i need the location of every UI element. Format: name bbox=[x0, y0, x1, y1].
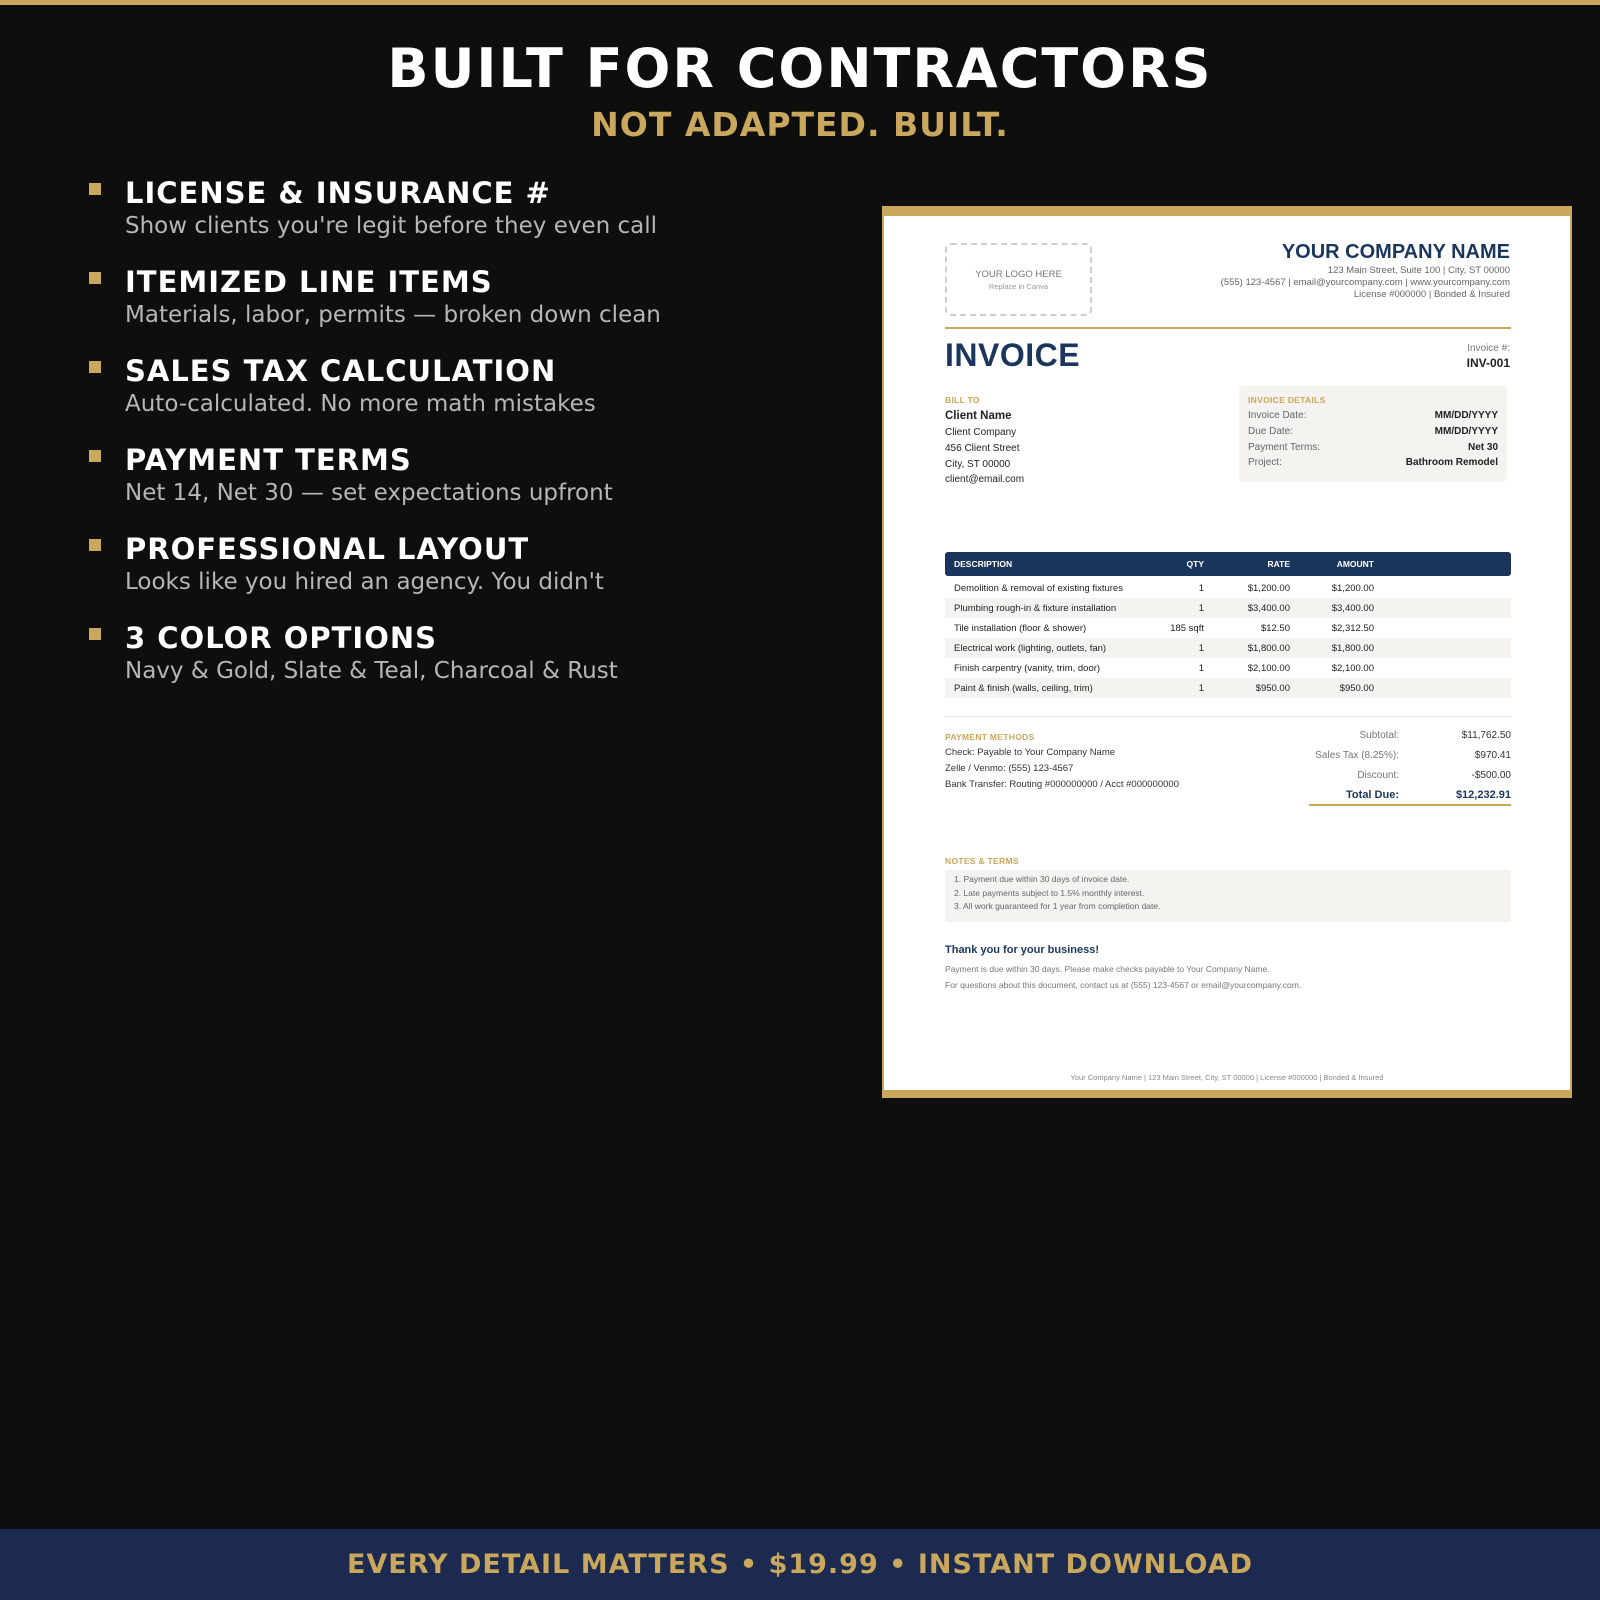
note-line: 3. All work guaranteed for 1 year from completion date. bbox=[954, 901, 1161, 911]
row-amount: $3,400.00 bbox=[1331, 603, 1374, 614]
row-rate: $3,400.00 bbox=[1247, 603, 1290, 614]
line-items-header bbox=[945, 552, 1511, 576]
payment-method: Check: Payable to Your Company Name bbox=[945, 747, 1116, 758]
feature-title: PROFESSIONAL LAYOUT bbox=[125, 532, 530, 566]
detail-value: MM/DD/YYYY bbox=[1434, 426, 1498, 437]
client-company: Client Company bbox=[945, 427, 1017, 438]
logo-placeholder-text: YOUR LOGO HERE bbox=[975, 269, 1062, 280]
square-bullet-icon bbox=[89, 361, 101, 373]
square-bullet-icon bbox=[89, 183, 101, 195]
total-label: Total Due: bbox=[1346, 789, 1399, 801]
feature-title: ITEMIZED LINE ITEMS bbox=[125, 265, 493, 299]
subtotal-row bbox=[1264, 730, 1511, 744]
feature-description: Navy & Gold, Slate & Teal, Charcoal & Rust bbox=[125, 658, 618, 684]
feature-item bbox=[88, 442, 848, 531]
square-bullet-icon bbox=[89, 628, 101, 640]
notes-box bbox=[945, 870, 1511, 922]
invoice-bottom-bar bbox=[884, 1090, 1570, 1096]
company-address: 123 Main Street, Suite 100 | City, ST 00000 bbox=[1327, 265, 1510, 276]
feature-description: Show clients you're legit before they even call bbox=[125, 213, 658, 239]
invoice-number: INV-001 bbox=[1466, 356, 1510, 370]
row-qty: 185 sqft bbox=[1170, 623, 1204, 634]
company-name: YOUR COMPANY NAME bbox=[1281, 241, 1510, 263]
invoice-title: INVOICE bbox=[945, 337, 1081, 373]
row-description: Plumbing rough-in & fixture installation bbox=[954, 603, 1117, 614]
row-description: Demolition & removal of existing fixtures bbox=[954, 583, 1123, 594]
row-qty: 1 bbox=[1198, 603, 1204, 614]
table-row bbox=[945, 578, 1511, 598]
detail-value: Bathroom Remodel bbox=[1405, 457, 1498, 468]
feature-description: Auto-calculated. No more math mistakes bbox=[125, 391, 596, 417]
logo-placeholder-subtext: Replace in Canva bbox=[988, 282, 1049, 291]
table-row bbox=[945, 598, 1511, 618]
table-row bbox=[945, 638, 1511, 658]
column-rate: RATE bbox=[1267, 559, 1290, 569]
feature-description: Looks like you hired an agency. You didn't bbox=[125, 569, 604, 595]
row-rate: $12.50 bbox=[1260, 623, 1290, 634]
logo-placeholder bbox=[945, 243, 1092, 316]
row-amount: $1,200.00 bbox=[1331, 583, 1374, 594]
table-divider bbox=[945, 716, 1511, 717]
invoice-details-box bbox=[1239, 386, 1507, 482]
feature-title: LICENSE & INSURANCE # bbox=[125, 176, 551, 210]
feature-item bbox=[88, 353, 848, 442]
row-qty: 1 bbox=[1198, 643, 1204, 654]
sales-tax-row bbox=[1264, 750, 1511, 764]
invoice-details-label: INVOICE DETAILS bbox=[1248, 395, 1326, 405]
hero-title: BUILT FOR CONTRACTORS bbox=[387, 37, 1213, 100]
feature-title: SALES TAX CALCULATION bbox=[125, 354, 557, 388]
square-bullet-icon bbox=[89, 272, 101, 284]
row-qty: 1 bbox=[1198, 583, 1204, 594]
square-bullet-icon bbox=[89, 539, 101, 551]
payment-method: Bank Transfer: Routing #000000000 / Acct #000000000 bbox=[945, 779, 1179, 790]
detail-key: Project: bbox=[1248, 457, 1282, 468]
total-value: -$500.00 bbox=[1471, 770, 1511, 781]
invoice-top-bar bbox=[884, 208, 1570, 216]
square-bullet-icon bbox=[89, 450, 101, 462]
detail-row bbox=[1248, 410, 1498, 424]
total-value: $12,232.91 bbox=[1455, 789, 1511, 801]
feature-list bbox=[88, 175, 848, 709]
note-line: 1. Payment due within 30 days of invoice date. bbox=[954, 874, 1130, 884]
company-contact: (555) 123-4567 | email@yourcompany.com | www.yourcompany.com bbox=[1220, 277, 1510, 288]
bottom-banner: EVERY DETAIL MATTERS • $19.99 • INSTANT DOWNLOAD bbox=[0, 1529, 1600, 1600]
total-label: Discount: bbox=[1357, 770, 1399, 781]
feature-description: Materials, labor, permits — broken down clean bbox=[125, 302, 661, 328]
total-underline bbox=[1309, 804, 1511, 806]
detail-value: Net 30 bbox=[1467, 442, 1498, 453]
row-qty: 1 bbox=[1198, 663, 1204, 674]
header-divider bbox=[945, 327, 1511, 329]
contact-note: For questions about this document, contact us at (555) 123-4567 or email@yourcompany.com. bbox=[945, 980, 1302, 990]
feature-item bbox=[88, 620, 848, 709]
row-description: Finish carpentry (vanity, trim, door) bbox=[954, 663, 1101, 674]
row-rate: $2,100.00 bbox=[1247, 663, 1290, 674]
invoice-preview bbox=[882, 206, 1572, 1098]
note-line: 2. Late payments subject to 1.5% monthly interest. bbox=[954, 888, 1145, 898]
detail-key: Payment Terms: bbox=[1248, 442, 1321, 453]
feature-description: Net 14, Net 30 — set expectations upfront bbox=[125, 480, 613, 506]
thank-you-message: Thank you for your business! bbox=[945, 944, 1100, 956]
feature-title: PAYMENT TERMS bbox=[125, 443, 412, 477]
detail-value: MM/DD/YYYY bbox=[1434, 410, 1498, 421]
table-row bbox=[945, 678, 1511, 698]
invoice-footer: Your Company Name | 123 Main Street, City, ST 00000 | License #000000 | Bonded & Insured bbox=[1070, 1073, 1384, 1082]
column-qty: QTY bbox=[1186, 559, 1204, 569]
discount-row bbox=[1264, 770, 1511, 784]
feature-item bbox=[88, 531, 848, 620]
column-amount: AMOUNT bbox=[1336, 559, 1374, 569]
row-rate: $1,800.00 bbox=[1247, 643, 1290, 654]
client-city: City, ST 00000 bbox=[945, 459, 1011, 470]
row-amount: $2,312.50 bbox=[1331, 623, 1374, 634]
feature-item bbox=[88, 264, 848, 353]
bill-to-label: BILL TO bbox=[945, 395, 980, 405]
detail-row bbox=[1248, 457, 1498, 471]
payment-note: Payment is due within 30 days. Please make checks payable to Your Company Name. bbox=[945, 964, 1270, 974]
payment-method: Zelle / Venmo: (555) 123-4567 bbox=[945, 763, 1074, 774]
company-license: License #000000 | Bonded & Insured bbox=[1353, 289, 1510, 300]
top-gold-rule bbox=[0, 0, 1600, 5]
row-qty: 1 bbox=[1198, 683, 1204, 694]
row-description: Paint & finish (walls, ceiling, trim) bbox=[954, 683, 1093, 694]
table-row bbox=[945, 618, 1511, 638]
detail-row bbox=[1248, 426, 1498, 440]
client-street: 456 Client Street bbox=[945, 443, 1020, 454]
row-description: Tile installation (floor & shower) bbox=[954, 623, 1087, 634]
column-description: DESCRIPTION bbox=[954, 559, 1013, 569]
detail-row bbox=[1248, 442, 1498, 456]
total-value: $970.41 bbox=[1474, 750, 1511, 761]
notes-label: NOTES & TERMS bbox=[945, 856, 1019, 866]
payment-methods-label: PAYMENT METHODS bbox=[945, 732, 1035, 742]
row-amount: $1,800.00 bbox=[1331, 643, 1374, 654]
row-rate: $950.00 bbox=[1255, 683, 1290, 694]
table-row bbox=[945, 658, 1511, 678]
total-due-row bbox=[1264, 789, 1511, 803]
client-email: client@email.com bbox=[945, 474, 1025, 485]
client-name: Client Name bbox=[945, 410, 1012, 422]
feature-item bbox=[88, 175, 848, 264]
invoice-number-label: Invoice #: bbox=[1467, 343, 1510, 354]
total-label: Sales Tax (8.25%): bbox=[1315, 750, 1399, 761]
total-label: Subtotal: bbox=[1359, 730, 1399, 741]
row-amount: $950.00 bbox=[1339, 683, 1374, 694]
total-value: $11,762.50 bbox=[1461, 730, 1511, 741]
detail-key: Invoice Date: bbox=[1248, 410, 1307, 421]
row-amount: $2,100.00 bbox=[1331, 663, 1374, 674]
row-description: Electrical work (lighting, outlets, fan) bbox=[954, 643, 1107, 654]
hero-subtitle: NOT ADAPTED. BUILT. bbox=[591, 105, 1009, 144]
row-rate: $1,200.00 bbox=[1247, 583, 1290, 594]
feature-title: 3 COLOR OPTIONS bbox=[125, 621, 438, 655]
detail-key: Due Date: bbox=[1248, 426, 1294, 437]
